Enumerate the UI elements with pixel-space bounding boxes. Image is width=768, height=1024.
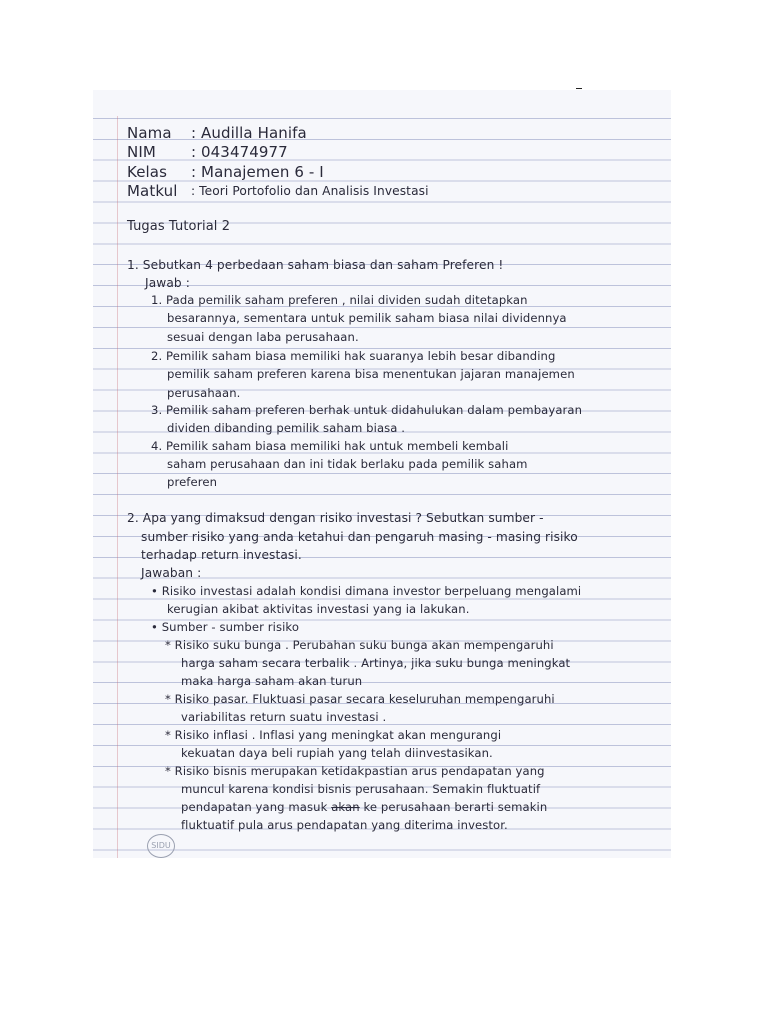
q2-question-line-2: sumber risiko yang anda ketahui dan pengaruh masing - masing risiko xyxy=(141,530,578,544)
q1-question: 1. Sebutkan 4 perbedaan saham biasa dan saham Preferen ! xyxy=(127,258,504,272)
q1-answer-2-line-2: pemilik saham preferen karena bisa menentukan jajaran manajemen xyxy=(167,367,575,381)
q2-definition-line-1: • Risiko investasi adalah kondisi dimana investor berpeluang mengalami xyxy=(151,584,582,598)
nim-value: : 043474977 xyxy=(191,143,288,161)
q2-question-line-1: 2. Apa yang dimaksud dengan risiko investasi ? Sebutkan sumber - xyxy=(127,511,544,525)
notebook-page xyxy=(93,90,671,858)
page-title: Tugas Tutorial 2 xyxy=(127,219,231,234)
kelas-value: : Manajemen 6 - I xyxy=(191,163,324,181)
scan-tick-mark xyxy=(576,88,582,89)
q2-source-4-line-2: muncul karena kondisi bisnis perusahaan. Semakin fluktuatif xyxy=(181,782,541,796)
q2-source-1-line-3: maka harga saham akan turun xyxy=(181,674,363,688)
q1-answer-2-line-3: perusahaan. xyxy=(167,386,241,400)
q1-answer-3-line-2: dividen dibanding pemilik saham biasa . xyxy=(167,421,406,435)
q1-answer-2-line-1: 2. Pemilik saham biasa memiliki hak suaranya lebih besar dibanding xyxy=(151,349,556,363)
q2-source-1-line-1: * Risiko suku bunga . Perubahan suku bunga akan mempengaruhi xyxy=(165,638,554,652)
q2-source-4-line-3 xyxy=(181,800,547,814)
q2-last-line-struck: akan xyxy=(331,800,360,814)
page-top-edge xyxy=(93,90,671,116)
q2-source-2-line-1: * Risiko pasar. Fluktuasi pasar secara keseluruhan mempengaruhi xyxy=(165,692,555,706)
q1-answer-4-line-3: preferen xyxy=(167,475,218,489)
q1-answer-3-line-1: 3. Pemilik saham preferen berhak untuk didahulukan dalam pembayaran xyxy=(151,403,583,417)
paper-brand-logo: SIDU xyxy=(147,834,175,858)
q1-answer-4-line-1: 4. Pemilik saham biasa memiliki hak untuk membeli kembali xyxy=(151,439,509,453)
nama-label: Nama xyxy=(127,124,172,142)
q1-answer-4-line-2: saham perusahaan dan ini tidak berlaku pada pemilik saham xyxy=(167,457,528,471)
q2-final-line: fluktuatif pula arus pendapatan yang diterima investor. xyxy=(181,818,508,832)
q2-source-4-line-1: * Risiko bisnis merupakan ketidakpastian arus pendapatan yang xyxy=(165,764,545,778)
q1-answer-1-line-2: besarannya, sementara untuk pemilik saham biasa nilai dividennya xyxy=(167,311,567,325)
q2-source-3-line-2: kekuatan daya beli rupiah yang telah diinvestasikan. xyxy=(181,746,493,760)
q1-answer-1-line-3: sesuai dengan laba perusahaan. xyxy=(167,330,359,344)
q1-jawab-label: Jawab : xyxy=(145,276,190,290)
q2-last-line-post: ke perusahaan berarti semakin xyxy=(363,800,548,814)
nim-label: NIM xyxy=(127,143,156,161)
matkul-label: Matkul xyxy=(127,182,178,200)
q2-sources-label: • Sumber - sumber risiko xyxy=(151,620,300,634)
margin-line xyxy=(117,116,118,858)
q2-question-line-3: terhadap return investasi. xyxy=(141,548,302,562)
q2-jawaban-label: Jawaban : xyxy=(141,566,202,580)
q2-source-1-line-2: harga saham secara terbalik . Artinya, jika suku bunga meningkat xyxy=(181,656,571,670)
nama-value: : Audilla Hanifa xyxy=(191,124,307,142)
q2-last-line-pre: pendapatan yang masuk xyxy=(181,800,328,814)
q2-source-3-line-1: * Risiko inflasi . Inflasi yang meningkat akan mengurangi xyxy=(165,728,502,742)
q2-source-2-line-2: variabilitas return suatu investasi . xyxy=(181,710,387,724)
q2-definition-line-2: kerugian akibat aktivitas investasi yang ia lakukan. xyxy=(167,602,470,616)
kelas-label: Kelas xyxy=(127,163,167,181)
q1-answer-1-line-1: 1. Pada pemilik saham preferen , nilai dividen sudah ditetapkan xyxy=(151,293,528,307)
matkul-value: : Teori Portofolio dan Analisis Investasi xyxy=(191,184,429,198)
